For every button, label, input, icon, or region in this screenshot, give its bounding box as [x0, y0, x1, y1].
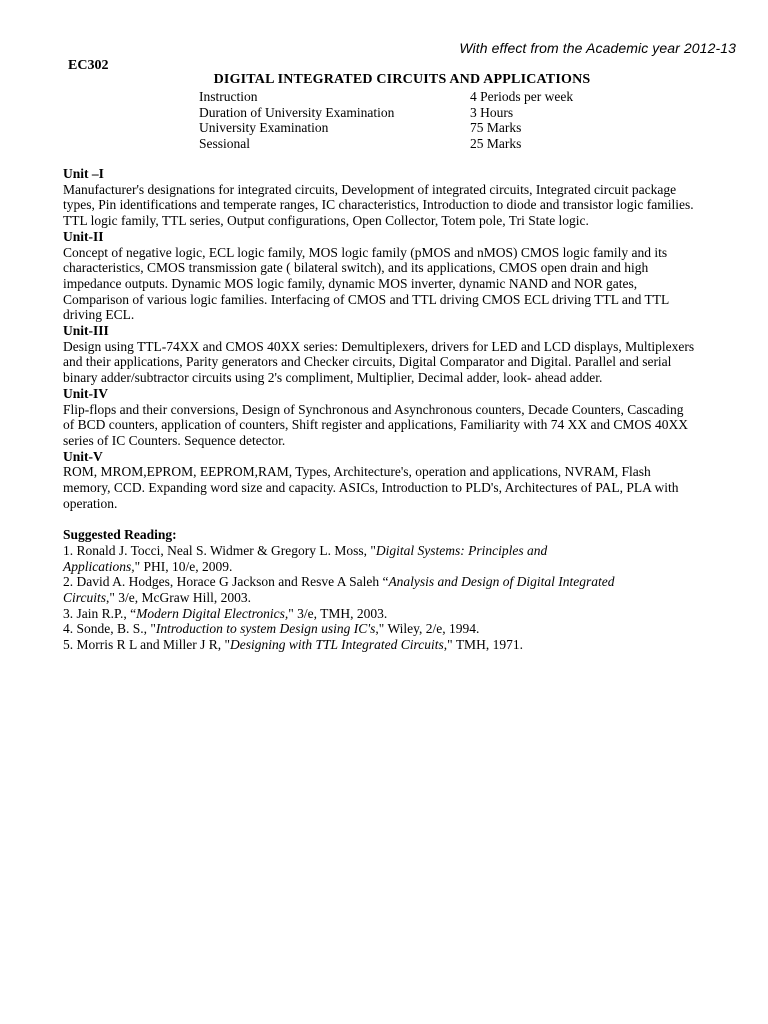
reading-item — [63, 621, 743, 637]
unit-section — [63, 386, 743, 449]
meta-value: 75 Marks — [470, 120, 522, 136]
meta-row — [199, 136, 573, 152]
reading-title-text: Applications, — [63, 558, 135, 574]
reading-line — [63, 606, 743, 622]
units-list — [63, 166, 743, 511]
unit-text-line: driving ECL. — [63, 307, 135, 323]
reading-text: 4. Sonde, B. S., " — [63, 621, 156, 637]
unit-title: Unit-V — [63, 448, 103, 464]
effect-note: With effect from the Academic year 2012-13 — [459, 40, 736, 56]
unit-title: Unit-III — [63, 323, 109, 339]
meta-value: 4 Periods per week — [470, 89, 574, 104]
unit-section — [63, 229, 743, 323]
reading-item — [63, 606, 743, 622]
unit-text-line: characteristics, CMOS transmission gate ( bilateral switch), and its applications, CMOS open drain and high — [63, 260, 649, 276]
reading-line — [63, 621, 743, 637]
reading-title-text: Introduction to system Design using IC's — [155, 621, 376, 637]
unit-text-line: binary adder/subtractor circuits using 2's compliment, Multiplier, Decimal adder, look- ahead adder. — [63, 370, 603, 386]
unit-text-line: Comparison of various logic families. Interfacing of CMOS and TTL driving CMOS ECL driving TTL and TTL — [63, 291, 670, 307]
meta-value: 3 Hours — [470, 104, 514, 120]
reading-line — [63, 637, 743, 653]
spacer — [63, 511, 743, 527]
reading-text: ," Wiley, 2/e, 1994. — [375, 621, 480, 637]
unit-title: Unit-IV — [63, 385, 109, 401]
reading-line — [63, 559, 743, 575]
course-code: EC302 — [68, 58, 109, 73]
meta-row — [199, 120, 573, 136]
reading-text: 1. Ronald J. Tocci, Neal S. Widmer & Gregory L. Moss, " — [63, 542, 376, 558]
unit-text-line: Manufacturer's designations for integrated circuits, Development of integrated circuits, Integrated circuit package — [63, 181, 677, 197]
unit-title: Unit –I — [63, 166, 104, 181]
unit-text-line: operation. — [63, 495, 118, 511]
reading-text: 2. David A. Hodges, Horace G Jackson and Resve A Saleh “ — [63, 574, 389, 590]
reading-title-text: Designing with TTL Integrated Circuits — [230, 637, 444, 653]
reading-title: Suggested Reading: — [63, 527, 177, 543]
reading-text: ," 3/e, McGraw Hill, 2003. — [106, 589, 252, 605]
meta-value: 25 Marks — [470, 136, 522, 152]
meta-label: University Examination — [199, 120, 329, 136]
unit-text-line: memory, CCD. Expanding word size and capacity. ASICs, Introduction to PLD's, Architectures of PAL, PLA with — [63, 480, 679, 496]
reading-item — [63, 574, 743, 605]
reading-line — [63, 590, 743, 606]
reading-title-text: Digital Systems: Principles and — [375, 542, 548, 558]
unit-section — [63, 449, 743, 512]
reading-title-text: Modern Digital Electronics, — [136, 605, 289, 621]
reading-item — [63, 637, 743, 653]
unit-title: Unit-II — [63, 228, 104, 244]
unit-text-line: Concept of negative logic, ECL logic family, MOS logic family (pMOS and nMOS) CMOS logic family and its — [63, 244, 668, 260]
reading-text: " 3/e, TMH, 2003. — [288, 605, 388, 621]
reading-title-text: Analysis and Design of Digital Integrated — [388, 574, 615, 590]
unit-text-line: Design using TTL-74XX and CMOS 40XX series: Demultiplexers, drivers for LED and LCD displays, Multiplexers — [63, 338, 695, 354]
meta-label: Duration of University Examination — [199, 104, 395, 120]
unit-section — [63, 323, 743, 386]
reading-text: 3. Jain R.P., “ — [63, 605, 137, 621]
reading-list — [63, 543, 743, 653]
reading-item — [63, 543, 743, 574]
reading-text: 5. Morris R L and Miller J R, " — [63, 637, 231, 653]
unit-text-line: and their applications, Parity generators and Checker circuits, Digital Comparator and Digital. Parallel and serial — [63, 354, 672, 370]
unit-text-line: series of IC Counters. Sequence detector. — [63, 432, 286, 448]
syllabus-content — [63, 166, 743, 653]
meta-label: Sessional — [199, 136, 251, 152]
reading-text: " PHI, 10/e, 2009. — [134, 558, 233, 574]
unit-text-line: of BCD counters, application of counters, Shift register and applications, Familiarity with 74 XX and CMOS 40XX — [63, 417, 689, 433]
reading-line — [63, 574, 743, 590]
unit-section — [63, 166, 743, 229]
reading-line — [63, 543, 743, 559]
unit-text-line: Flip-flops and their conversions, Design of Synchronous and Asynchronous counters, Decade Counters, Cascading — [63, 401, 684, 417]
course-title: DIGITAL INTEGRATED CIRCUITS AND APPLICATIONS — [213, 72, 591, 87]
reading-title-text: Circuits — [63, 589, 107, 605]
course-meta — [199, 89, 573, 152]
unit-text-line: ROM, MROM,EPROM, EEPROM,RAM, Types, Architecture's, operation and applications, NVRAM, Flash — [63, 464, 651, 480]
reading-text: ," TMH, 1971. — [443, 637, 523, 653]
unit-text-line: impedance outputs. Dynamic MOS logic family, dynamic MOS inverter, dynamic NAND and NOR gates, — [63, 275, 638, 291]
unit-text-line: TTL logic family, TTL series, Output configurations, Open Collector, Totem pole, Tri State logic. — [63, 213, 589, 229]
meta-row — [199, 105, 573, 121]
unit-text-line: types, Pin identifications and temperate ranges, IC characteristics, Introduction to diode and transistor logic families. — [63, 197, 694, 213]
meta-row — [199, 89, 573, 105]
meta-label: Instruction — [199, 89, 258, 104]
